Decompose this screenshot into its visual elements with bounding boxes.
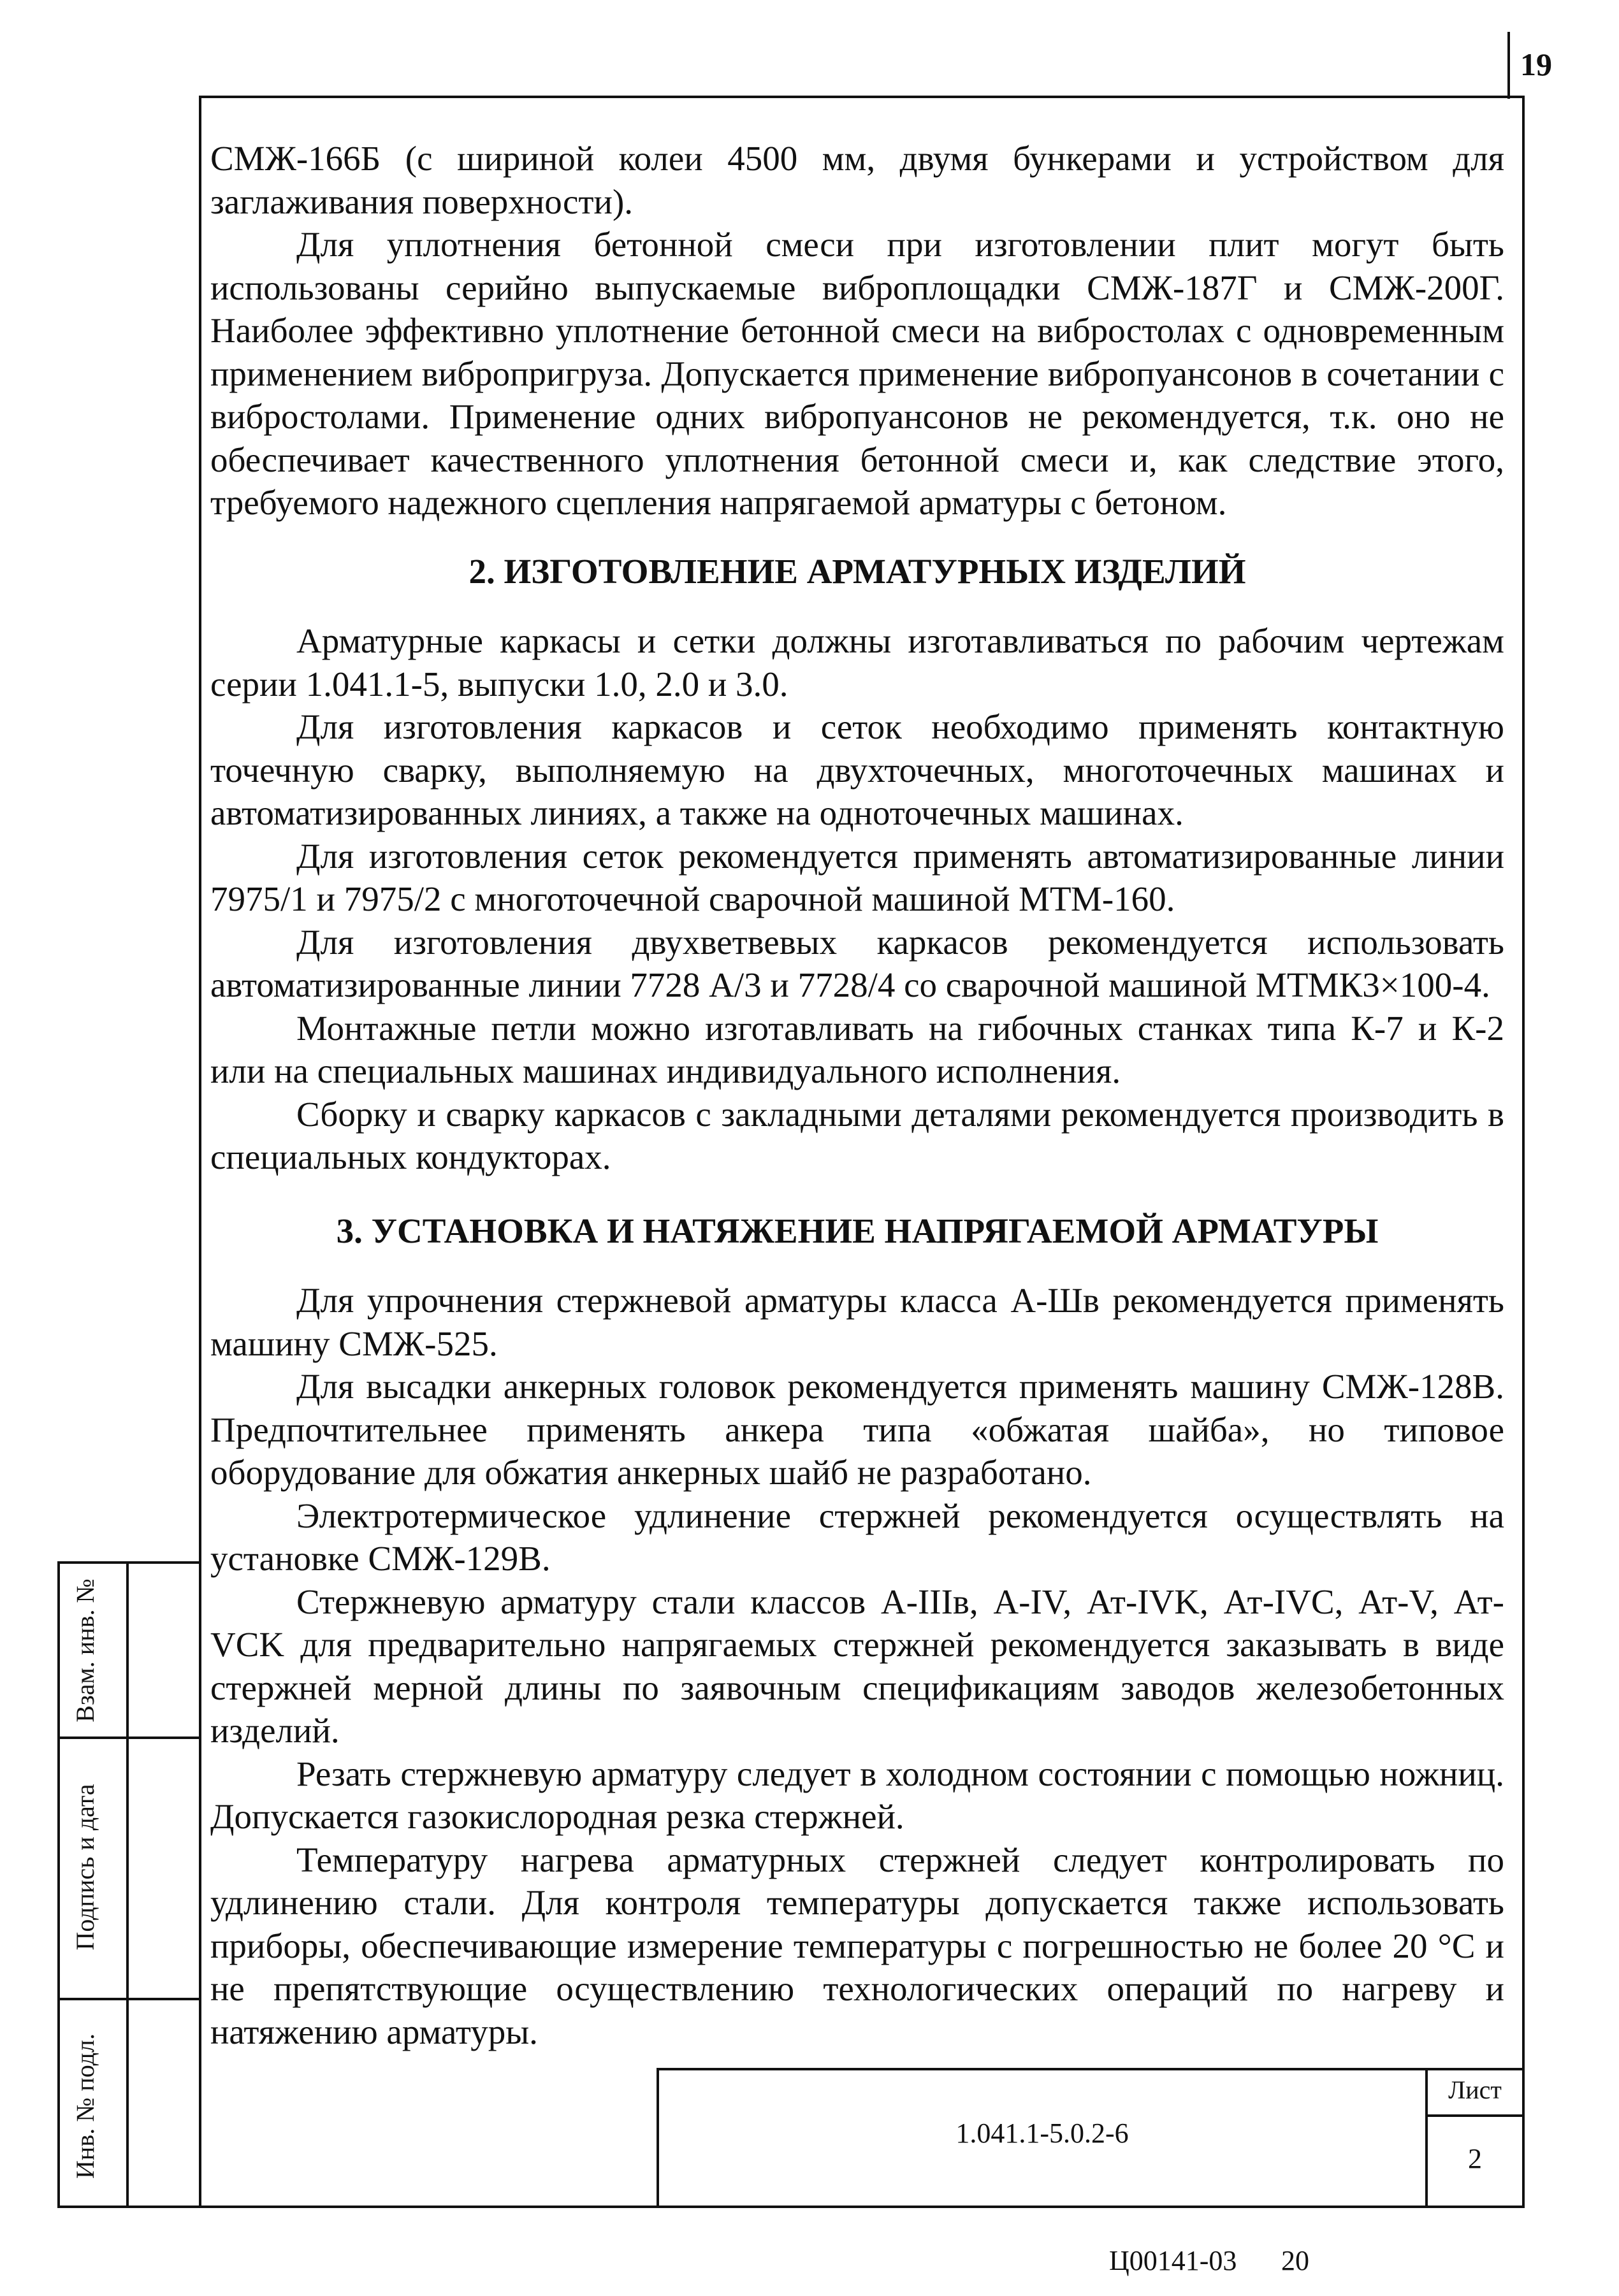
paragraph: Для изготовления сеток рекомендуется применять автоматизированные линии 7975/1 и 7975/2 с многоточечной сварочной машиной МТМ-160. (210, 836, 1504, 918)
paragraph: Для высадки анкерных головок рекомендуется применять машину СМЖ-128В. Предпочтительнее применять анкера типа «обжатая шайба», но типовое оборудование для обжатия анкерных шайб не разработано. (210, 1367, 1504, 1492)
page-number: 19 (1520, 47, 1552, 82)
sheet-cell-divider (1425, 2114, 1525, 2117)
stamp-podpis-data: Подпись и дата (71, 1784, 99, 1951)
paragraph: СМЖ-166Б (с шириной колеи 4500 мм, двумя бункерами и устройством для заглаживания поверхности). (210, 139, 1504, 221)
paragraph: Для изготовления каркасов и сеток необходимо применять контактную точечную сварку, выполняемую на двухточечных, многоточечных машинах и автоматизированных линиях, а также на одноточечных машинах. (210, 707, 1504, 832)
paragraph: Для упрочнения стержневой арматуры класса А-Шв рекомендуется применять машину СМЖ-525. (210, 1281, 1504, 1363)
paragraph: Температуру нагрева арматурных стержней следует контролировать по удлинению стали. Для контроля температуры допускается также использовать приборы, обеспечивающие измерение температуры с погрешностью не более 20 °С и не препятствующие осуществлению технологических операций по нагреву и натяжению арматуры. (210, 1840, 1504, 2051)
paragraph: Резать стержневую арматуру следует в холодном состоянии с помощью ножниц. Допускается газокислородная резка стержней. (210, 1754, 1504, 1836)
paragraph: Для уплотнения бетонной смеси при изготовлении плит могут быть использованы серийно выпускаемые виброплощадки СМЖ-187Г и СМЖ-200Г. Наиболее эффективно уплотнение бетонной смеси на вибростолах с одновременным применением вибропригруза. Допускается применение вибропуансонов в сочетании с вибростолами. Применение одних вибропуансонов не рекомендуется, т.к. оно не обеспечивает качественного уплотнения бетонной смеси и, как следствие этого, требуемого надежного сцепления напрягаемой арматуры с бетоном. (210, 225, 1504, 522)
page-number-divider (1507, 32, 1510, 99)
document-body (210, 137, 1504, 2053)
footer-code: Ц00141-03 (1109, 2245, 1237, 2276)
paragraph: Арматурные каркасы и сетки должны изготавливаться по рабочим чертежам серии 1.041.1-5, выпуски 1.0, 2.0 и 3.0. (210, 621, 1504, 704)
paragraph: Монтажные петли можно изготавливать на гибочных станках типа К-7 и К-2 или на специальных машинах индивидуального исполнения. (210, 1008, 1504, 1090)
paragraph: Электротермическое удлинение стержней рекомендуется осуществлять на установке СМЖ-129В. (210, 1496, 1504, 1578)
section-heading-2: 2. ИЗГОТОВЛЕНИЕ АРМАТУРНЫХ ИЗДЕЛИЙ (468, 551, 1246, 591)
sheet-number: 2 (1468, 2143, 1482, 2174)
paragraph: Стержневую арматуру стали классов А-IIIв, А-IV, Ат-IVK, Ат-IVC, Ат-V, Ат-VCK для предварительно напрягаемых стержней рекомендуется заказывать в виде стержней мерной длины по заявочным спецификациям заводов железобетонных изделий. (210, 1582, 1504, 1750)
footer-number: 20 (1281, 2245, 1309, 2276)
paragraph: Для изготовления двухветвевых каркасов рекомендуется использовать автоматизированные линии 7728 А/3 и 7728/4 со сварочной машиной МТМК3×100-4. (210, 922, 1504, 1004)
side-stamp-column-divider (126, 1561, 129, 2208)
side-stamp-row-divider-2 (57, 1998, 201, 2000)
section-heading-3: 3. УСТАНОВКА И НАТЯЖЕНИЕ НАПРЯГАЕМОЙ АРМАТУРЫ (336, 1211, 1379, 1250)
stamp-inv-podl: Инв. № подл. (71, 2033, 99, 2179)
paragraph: Сборку и сварку каркасов с закладными деталями рекомендуется производить в специальных кондукторах. (210, 1094, 1504, 1176)
stamp-vzam-inv: Взам. инв. № (71, 1578, 99, 1722)
sheet-label: Лист (1448, 2076, 1502, 2104)
doc-code: 1.041.1-5.0.2-6 (955, 2118, 1129, 2149)
